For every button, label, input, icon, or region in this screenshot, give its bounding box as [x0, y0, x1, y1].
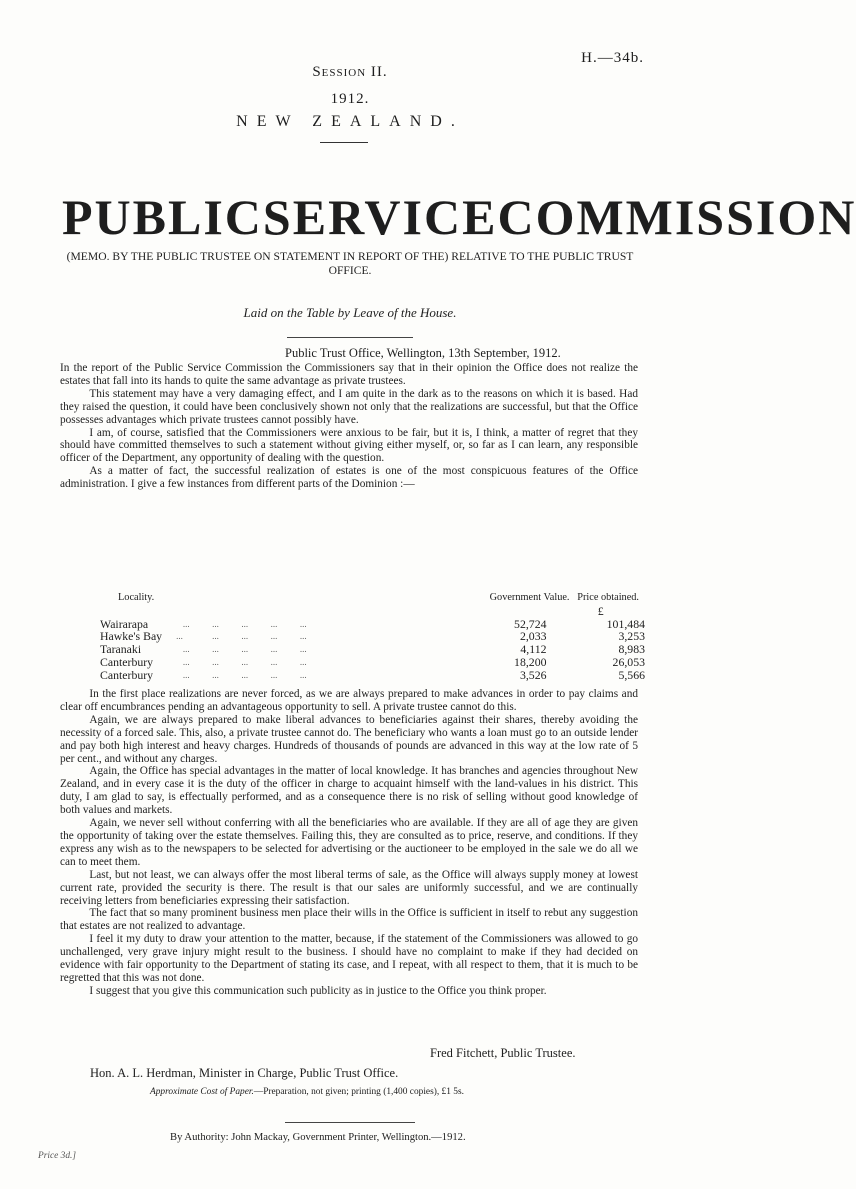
addressee: Hon. A. L. Herdman, Minister in Charge, Public Trust Office. [90, 1066, 399, 1080]
currency-symbol: £ [597, 603, 604, 618]
paragraph: Again, we are always prepared to make liberal advances to beneficiaries against their shares, thereby avoiding the necessity of a forced sale. This, also, a private trustee cannot do. The beneficiary who wants a loan must go to an outside lender and pay both high interest and heavy charges. Hundreds of thousands of pounds are advanced in this way at the low rate of 5 per cent., and without any charges. [60, 713, 638, 765]
footer-divider [285, 1122, 415, 1123]
tabled-note: Laid on the Table by Leave of the House. [243, 305, 457, 320]
column-header-locality: Locality. [118, 592, 155, 603]
price-cell: 8,983 [618, 642, 645, 657]
paragraph: Again, the Office has special advantages in the matter of local knowledge. It has branches and agencies throughout New Zealand, and in every case it is the duty of the officer in charge to acquaint himself with the land-values in his district. This duty, I am glad to say, is effectually performed, and as a consequence there is no risk of selling without good knowledge of both values and markets. [60, 765, 638, 817]
year-label: 1912. [330, 91, 370, 107]
leader-dots: ... ... ... ... ... [173, 618, 307, 629]
currency-row [100, 605, 645, 618]
paragraph: This statement may have a very damaging effect, and I am quite in the dark as to the reasons on which it is based. Had they raised the question, it could have been conclusively shown not only that the realizations are successful, but that the Office possesses advantages which private trustees cannot possibly have. [60, 387, 638, 426]
header-divider [320, 142, 368, 143]
cost-text: —Preparation, not given; printing (1,400 copies), £1 5s. [253, 1087, 464, 1097]
price-cell: 3,253 [618, 629, 645, 644]
paragraph: In the first place realizations are never forced, as we are always prepared to make advances in order to pay claims and clear off encumbrances pending an advantageous opportunity to sell. A private trustee cannot do this. [60, 688, 638, 713]
government-value-cell: 2,033 [519, 629, 547, 644]
leader-dots: ... ... ... ... ... [173, 669, 307, 680]
country-label: NEW ZEALAND. [236, 113, 464, 130]
table-row [100, 669, 645, 682]
dateline: Public Trust Office, Wellington, 13th September, 1912. [285, 346, 561, 360]
price-note: Price 3d.] [38, 1151, 77, 1161]
locality-cell: Hawke's Bay [100, 629, 163, 644]
table-row [100, 618, 645, 631]
paragraph: In the report of the Public Service Commission the Commissioners say that in their opinion the Office does not realize the estates that fall into its hands to quite the same advantage as private trustees. [60, 362, 638, 387]
locality-cell: Canterbury [100, 654, 154, 669]
locality-cell: Canterbury [100, 667, 154, 682]
paragraph: As a matter of fact, the successful realization of estates is one of the most conspicuous features of the Office administration. I give a few instances from different parts of the Dominion :— [60, 465, 638, 491]
paragraph: The fact that so many prominent business men place their wills in the Office is sufficient in itself to rebut any suggestion that estates are not realized to advantage. [60, 907, 638, 933]
price-cell: 101,484 [606, 616, 645, 631]
column-header-values [479, 592, 645, 605]
letter-body-part-1 [60, 362, 638, 491]
title-divider [287, 337, 413, 338]
locality-cell: Taranaki [100, 642, 142, 657]
government-value-cell: 52,724 [514, 616, 547, 631]
title-word-2: SERVICE [262, 189, 498, 245]
letter-body-part-2 [60, 688, 638, 998]
leader-dots: ... ... ... ... ... [173, 656, 307, 667]
title-word-3: COMMISSION [497, 189, 856, 245]
government-value-cell: 18,200 [514, 654, 547, 669]
leader-dots: ... ... ... ... ... [173, 631, 307, 642]
paragraph: I am, of course, satisfied that the Commissioners were anxious to be fair, but it is, I think, a matter of regret that they should have committed themselves to such a statement without giving either myself, or, so far as I can learn, any responsible officer of the Department, any opportunity of dealing with the question. [60, 426, 638, 465]
government-value-cell: 3,526 [519, 667, 547, 682]
title-word-1: PUBLIC [62, 189, 263, 245]
document-reference: H.—34b. [581, 50, 644, 66]
table-row [100, 656, 645, 669]
signature: Fred Fitchett, Public Trustee. [430, 1046, 576, 1060]
paragraph: I feel it my duty to draw your attention to the matter, because, if the statement of the Commissioners was allowed to go unchallenged, very grave injury might result to the business. I should have no complaint to make if they had decided on evidence with fair opportunity to the Department of stating its case, and I repeat, with all respect to them, that it is much to be regretted that this was not done. [60, 933, 638, 984]
column-header-government-value: Government Value. [489, 592, 570, 603]
cost-note [150, 1087, 464, 1097]
main-title [62, 189, 856, 245]
paragraph: Again, we never sell without conferring with all the beneficiaries who are available. If they are all of age they are given the opportunity of taking over the estate themselves. Failing this, they are consulted as to price, reserve, and conditions. If they express any wish as to the newspapers to be selected for advertising or the auctioneer to be employed in the sale we do all we can to meet them. [60, 817, 638, 868]
session-label: Session II. [312, 64, 388, 80]
instances-table [100, 592, 645, 682]
cost-label: Approximate Cost of Paper. [150, 1087, 254, 1097]
locality-cell: Wairarapa [100, 616, 149, 631]
price-cell: 5,566 [618, 667, 645, 682]
table-header-row [100, 592, 645, 605]
leader-dots: ... ... ... ... ... [173, 644, 307, 655]
column-header-price: Price obtained. [577, 592, 639, 603]
government-value-cell: 4,112 [520, 642, 547, 657]
printer-imprint: By Authority: John Mackay, Government Printer, Wellington.—1912. [170, 1132, 466, 1143]
table-row [100, 643, 645, 656]
paragraph: Last, but not least, we can always offer the most liberal terms of sale, as the Office will always supply money at lowest current rate, provided the security is there. The result is that our sales are uniformly successful, and we are continually receiving letters from beneficiaries expressing their satisfaction. [60, 868, 638, 907]
price-cell: 26,053 [612, 654, 645, 669]
subtitle: (MEMO. BY THE PUBLIC TRUSTEE ON STATEMENT IN REPORT OF THE) RELATIVE TO THE PUBLIC TRUST OFFICE. [66, 250, 634, 277]
table-row [100, 630, 645, 643]
paragraph: I suggest that you give this communication such publicity as in justice to the Office you think proper. [89, 984, 547, 997]
